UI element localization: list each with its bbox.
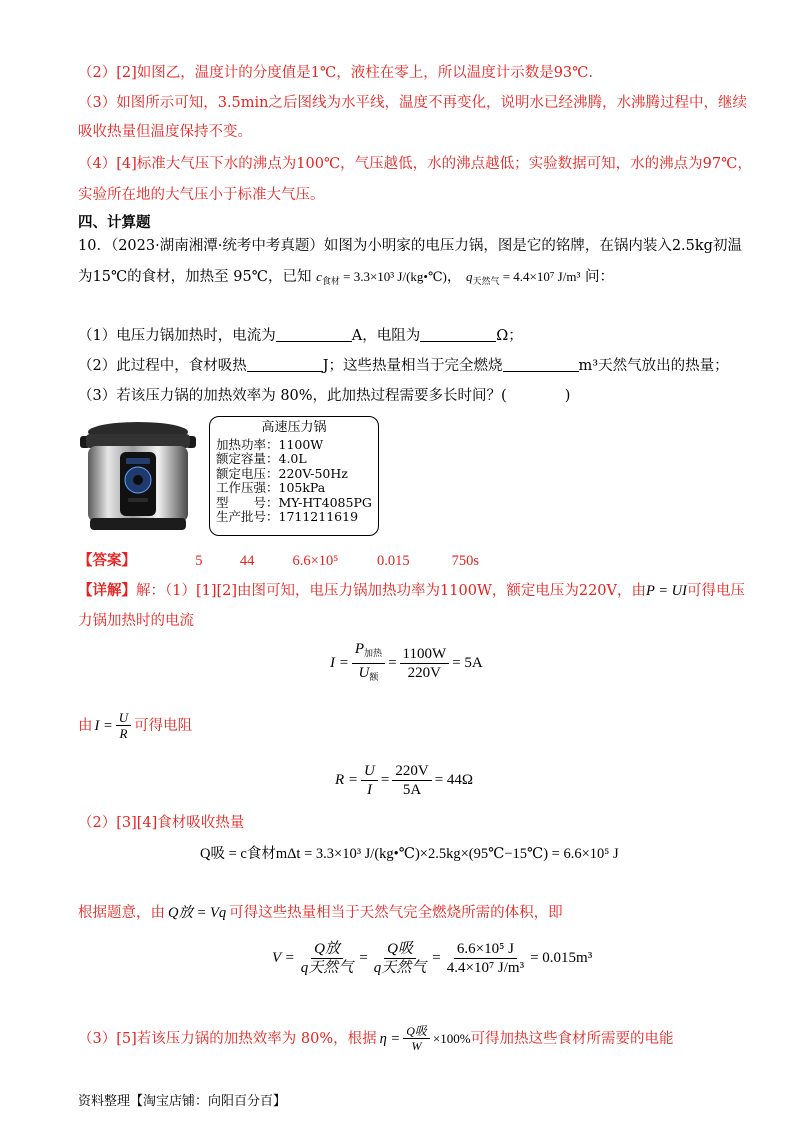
answer-value: 44	[239, 553, 255, 569]
eq-den: W	[411, 1039, 422, 1053]
q10-post: 问：	[580, 269, 614, 285]
inline-formula: Q放 = Vq	[168, 905, 227, 921]
eq-num: P	[354, 641, 365, 657]
equation-heat: Q吸 = c食材mΔt = 3.3×10³ J/(kg•℃)×2.5kg×(95℃−15℃) = 6.6×10⁵ J	[200, 846, 619, 862]
eq-result: = 0.015m³	[530, 950, 593, 966]
detail-text: 可得电压	[686, 583, 745, 599]
eq-den: 4.4×10⁷ J/m³	[446, 960, 525, 976]
answer-value: 0.015	[377, 553, 410, 569]
inline-formula: η =	[379, 1030, 401, 1047]
eq-result: = 44Ω	[434, 772, 474, 788]
eq-num: 1100W	[400, 645, 450, 664]
eq-sign: =	[388, 655, 397, 671]
detail-text: （3）[5]若该压力锅的加热效率为 80%，根据	[78, 1030, 377, 1047]
equation-volume: V = $\frac{\text{Q放}}{\text{q天然气}}$ = $\frac{\text{Q吸}}{\text{q天然气}}$ = $\frac{\text{6.6×10⁵ J}}{\text{4.4×10⁷ J/m³}}$ = 0.015m³	[272, 941, 593, 976]
detail-line-3	[78, 710, 740, 741]
analysis-line-4b: 实验所在地的大气压小于标准大气压。	[78, 187, 325, 203]
fraction	[403, 1024, 430, 1053]
subquestion-1	[78, 325, 740, 347]
fraction	[400, 645, 450, 682]
answer-blank-volume[interactable]	[503, 355, 579, 372]
eq-num: Q放	[311, 940, 343, 959]
fraction	[352, 640, 385, 687]
detail-line-5	[78, 902, 740, 924]
fraction	[444, 940, 527, 977]
q10-pre: 为15℃的食材，加热至 95℃，已知	[78, 269, 312, 285]
inline-formula: I =	[94, 717, 113, 734]
equation-resistance	[335, 762, 473, 799]
fraction	[361, 762, 378, 799]
question-10-line-2	[78, 266, 740, 293]
nameplate-row: 生产批号：1711211619	[216, 509, 359, 524]
q1-post: Ω；	[496, 328, 523, 344]
analysis-line-3a: （3）如图所示可知，3.5min之后图线为水平线，温度不再变化，说明水已经沸腾，水沸腾过程中，继续	[78, 95, 748, 111]
eq-den: 5A	[402, 782, 422, 798]
answer-value: 5	[195, 553, 203, 569]
fraction	[116, 710, 131, 741]
detail-line-6	[78, 1024, 740, 1053]
eq-lhs: V =	[272, 950, 295, 966]
analysis-line-2: （2）[2]如图乙，温度计的分度值是1℃，液柱在零上，所以温度计示数是93℃.	[78, 65, 593, 81]
answer-line	[78, 550, 740, 572]
nameplate	[209, 416, 379, 536]
c-symbol: c	[316, 269, 322, 284]
detail-text: 根据题意，由	[78, 905, 165, 921]
q-symbol: q	[465, 269, 473, 284]
eq-num: 220V	[392, 762, 431, 781]
eq-sign: =	[380, 772, 390, 788]
c-value: = 3.3×10³ J/(kg•℃)	[339, 269, 447, 284]
fraction	[392, 762, 431, 799]
eq-den: q天然气	[300, 960, 354, 976]
question-10-line-1: 10．（2023·湖南湘潭·统考中考真题）如图为小明家的电压力锅，图是它的铭牌，在锅内装入2.5kg初温	[78, 238, 742, 254]
nameplate-row: 工作压强：105kPa	[216, 480, 326, 495]
detail-text: 可得加热这些食材所需要的电能	[470, 1030, 674, 1047]
detail-text: 可得电阻	[134, 717, 193, 734]
pressure-cooker-image	[76, 420, 200, 536]
footer-note: 资料整理【淘宝店铺：向阳百分百】	[78, 1094, 287, 1109]
eq-den: 220V	[407, 665, 441, 681]
detail-line-2: 力锅加热时的电流	[78, 613, 194, 629]
nameplate-row: 加热功率：1100W	[216, 436, 324, 452]
detail-line-4: （2）[3][4]食材吸收热量	[78, 815, 245, 831]
section-heading: 四、计算题	[78, 215, 151, 231]
eq-lhs: R =	[335, 772, 359, 788]
eq-num: U	[116, 710, 131, 726]
answer-blank-current[interactable]	[276, 325, 352, 342]
detail-text: 解：（1）[1][2]由图可知，电压力锅加热功率为1100W，额定电压为220V，由	[136, 583, 647, 599]
answer-value: 6.6×10⁵	[292, 553, 339, 569]
subquestion-2	[78, 355, 740, 377]
eq-num: Q吸	[403, 1024, 430, 1039]
formula-p-ui: P = UI	[646, 583, 687, 599]
q2-post: m³天然气放出的热量；	[578, 358, 729, 374]
q-sub: 天然气	[472, 277, 500, 287]
eq-num: U	[361, 762, 378, 781]
c-sub: 食材	[321, 277, 340, 287]
detail-text: 可得这些热量相当于天然气完全燃烧所需的体积，即	[229, 905, 563, 921]
q2-mid: J；这些热量相当于完全燃烧	[322, 358, 503, 374]
nameplate-title: 高速压力锅	[261, 420, 327, 435]
eq-sub: 额	[369, 673, 379, 683]
q-value: = 4.4×10⁷ J/m³	[499, 269, 581, 284]
inline-formula: ×100%	[432, 1030, 471, 1046]
answer-blank-resistance[interactable]	[420, 325, 496, 342]
eq-num: 6.6×10⁵ J	[454, 940, 517, 959]
detail-label: 【详解】	[78, 582, 136, 599]
analysis-line-3b: 吸收热量但温度保持不变。	[78, 124, 252, 140]
answer-blank-heat[interactable]	[247, 355, 323, 372]
analysis-line-4a: （4）[4]标准大气压下水的沸点为100℃，气压越低，水的沸点越低；实验数据可知，水的沸点为97℃，	[78, 156, 752, 172]
nameplate-row: 额定容量：4.0L	[216, 451, 307, 466]
eq-den: U	[358, 665, 370, 681]
detail-line-1	[78, 580, 745, 602]
q1-pre: （1）电压力锅加热时，电流为	[78, 328, 276, 344]
fraction	[371, 940, 430, 977]
eq-sub: 加热	[364, 649, 383, 659]
eq-den: I	[366, 782, 372, 798]
fraction	[298, 940, 357, 977]
detail-text: 由	[78, 717, 93, 734]
nameplate-row: 型 号：MY-HT4085PG	[216, 494, 372, 510]
q2-pre: （2）此过程中，食材吸热	[78, 358, 247, 374]
eq-num: Q吸	[384, 940, 416, 959]
q10-sep: ，	[446, 269, 462, 285]
eq-den: q天然气	[373, 960, 427, 976]
subquestion-3: （3）若该压力锅的加热效率为 80%，此加热过程需要多长时间？( )	[78, 388, 571, 404]
equation-current	[330, 640, 483, 687]
eq-lhs: I =	[330, 655, 349, 671]
nameplate-row: 额定电压：220V-50Hz	[216, 465, 348, 481]
eq-den: R	[119, 726, 128, 741]
answer-value: 750s	[451, 553, 480, 569]
q1-mid: A，电阻为	[351, 328, 421, 344]
answer-label: 【答案】	[78, 552, 136, 569]
eq-result: = 5A	[452, 655, 483, 671]
